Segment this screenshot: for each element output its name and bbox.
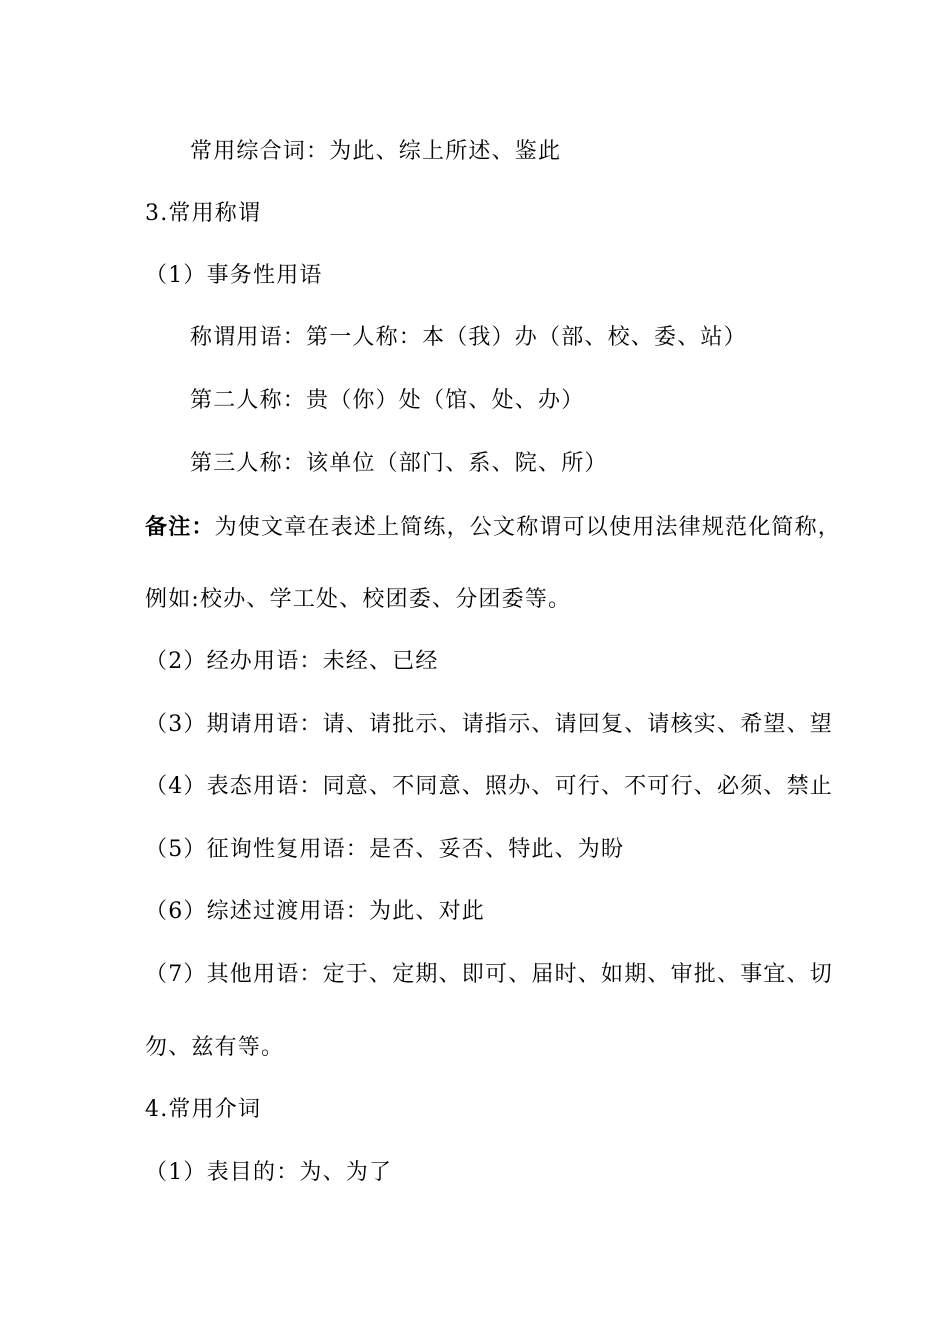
text-line-second-person: 第二人称：贵（你）处（馆、处、办） (190, 388, 585, 413)
list-item-transition-terms: （6）综述过渡用语：为此、对此 (145, 899, 485, 924)
list-item-other-terms-line-2: 勿、兹有等。 (145, 1035, 285, 1060)
list-item-other-terms-line-1: （7）其他用语：定于、定期、即可、届时、如期、审批、事宜、切 (145, 962, 833, 987)
text-line-third-person: 第三人称：该单位（部门、系、院、所） (190, 451, 608, 476)
list-item-request-terms: （3）期请用语：请、请批示、请指示、请回复、请核实、希望、望 (145, 712, 833, 737)
heading-common-prepositions: 4.常用介词 (145, 1097, 262, 1122)
note-label: 备注： (145, 514, 215, 540)
subheading-business-terms: （1）事务性用语 (145, 263, 323, 288)
heading-common-titles: 3.常用称谓 (145, 201, 262, 226)
subheading-purpose: （1）表目的：为、为了 (145, 1160, 393, 1185)
text-line-first-person: 称谓用语：第一人称：本（我）办（部、校、委、站） (190, 325, 747, 350)
text-line-common-summary-words: 常用综合词：为此、综上所述、鉴此 (190, 139, 562, 164)
note-paragraph-line-1 (145, 513, 841, 542)
list-item-inquiry-terms: （5）征询性复用语：是否、妥否、特此、为盼 (145, 837, 625, 862)
list-item-handling-terms: （2）经办用语：未经、已经 (145, 649, 439, 674)
note-paragraph-line-2: 例如:校办、学工处、校团委、分团委等。 (145, 587, 572, 612)
note-text: 为使文章在表述上简练，公文称谓可以使用法律规范化简称， (214, 515, 842, 540)
list-item-attitude-terms: （4）表态用语：同意、不同意、照办、可行、不可行、必须、禁止 (145, 774, 833, 799)
